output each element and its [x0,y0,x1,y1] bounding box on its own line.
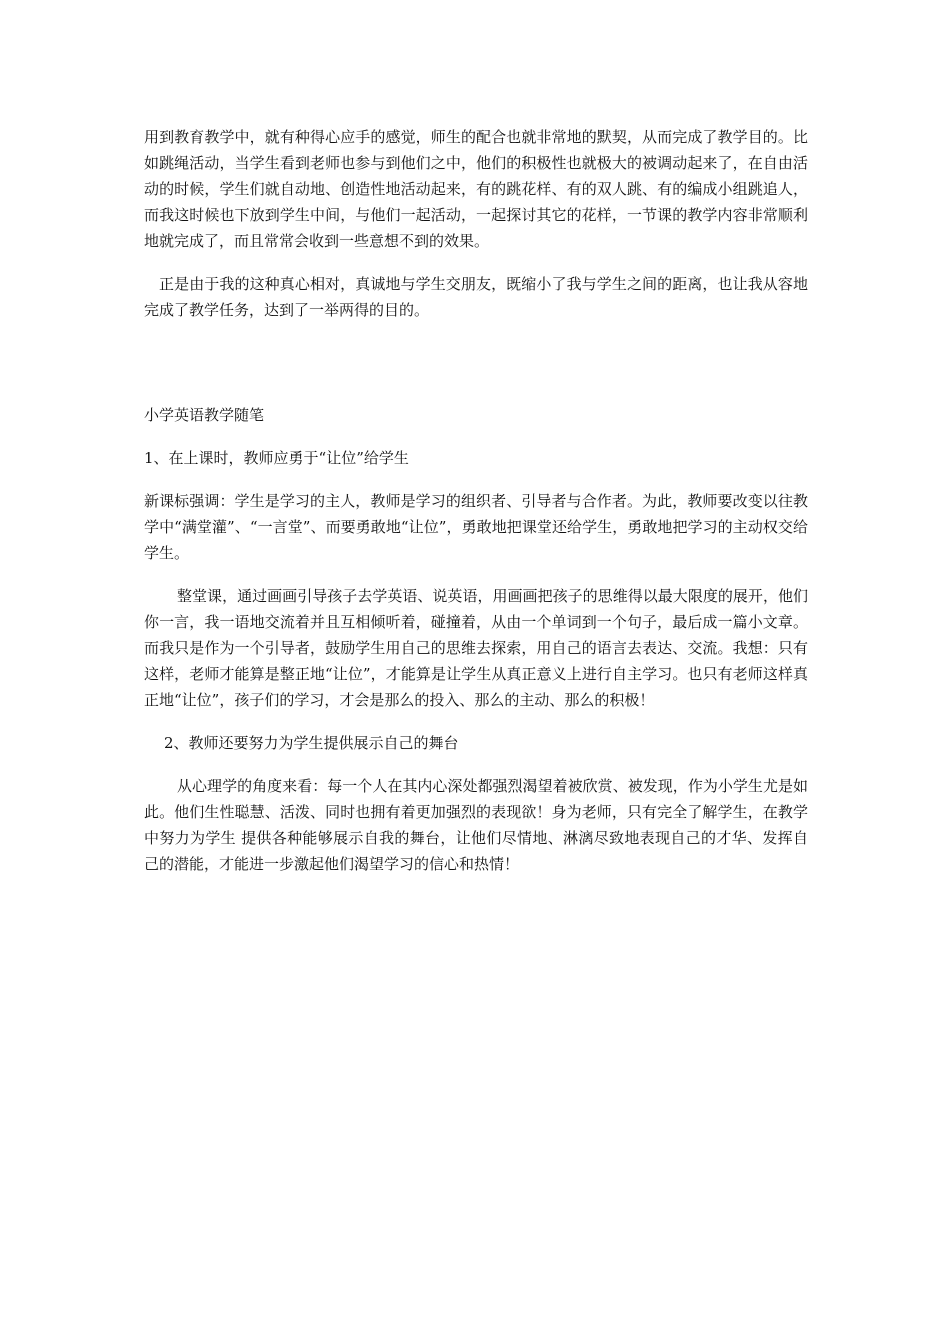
paragraph-3: 新课标强调：学生是学习的主人，教师是学习的组织者、引导者与合作者。为此，教师要改变以往教学中“满堂灌”、“一言堂”、而要勇敢地“让位”，勇敢地把课堂还给学生，勇敢地把学习的主动权交给学生。 [144,492,808,562]
section-title: 小学英语教学随笔 [144,406,265,424]
heading-1: 1、在上课时，教师应勇于“让位”给学生 [144,449,409,467]
paragraph-4: 整堂课，通过画画引导孩子去学英语、说英语，用画画把孩子的思维得以最大限度的展开，他们你一言，我一语地交流着并且互相倾听着，碰撞着，从由一个单词到一个句子，最后成一篇小文章。而我只是作为一个引导者，鼓励学生用自己的思维去探索，用自己的语言去表达、交流。我想：只有这样，老师才能算是整正地“让位”，才能算是让学生从真正意义上进行自主学习。也只有老师这样真正地“让位”，孩子们的学习，才会是那么的投入、那么的主动、那么的积极！ [144,587,808,709]
document-body [144,124,808,877]
paragraph-5: 从心理学的角度来看：每一个人在其内心深处都强烈渴望着被欣赏、被发现，作为小学生尤是如此。他们生性聪慧、活泼、同时也拥有着更加强烈的表现欲！身为老师，只有完全了解学生，在教学中努力为学生 提供各种能够展示自我的舞台，让他们尽情地、淋漓尽致地表现自己的才华、发挥自己的潜能，才能进一步激起他们渴望学习的信心和热情！ [144,777,808,873]
paragraph-1: 用到教育教学中，就有种得心应手的感觉，师生的配合也就非常地的默契，从而完成了教学目的。比如跳绳活动，当学生看到老师也参与到他们之中，他们的积极性也就极大的被调动起来了，在自由活动的时候，学生们就自动地、创造性地活动起来，有的跳花样、有的双人跳、有的编成小组跳追人，而我这时候也下放到学生中间，与他们一起活动，一起探讨其它的花样，一节课的教学内容非常顺利地就完成了，而且常常会收到一些意想不到的效果。 [144,128,808,250]
heading-2: 2、教师还要努力为学生提供展示自己的舞台 [164,734,459,752]
paragraph-2: 正是由于我的这种真心相对，真诚地与学生交朋友，既缩小了我与学生之间的距离，也让我从容地完成了教学任务，达到了一举两得的目的。 [144,275,808,319]
